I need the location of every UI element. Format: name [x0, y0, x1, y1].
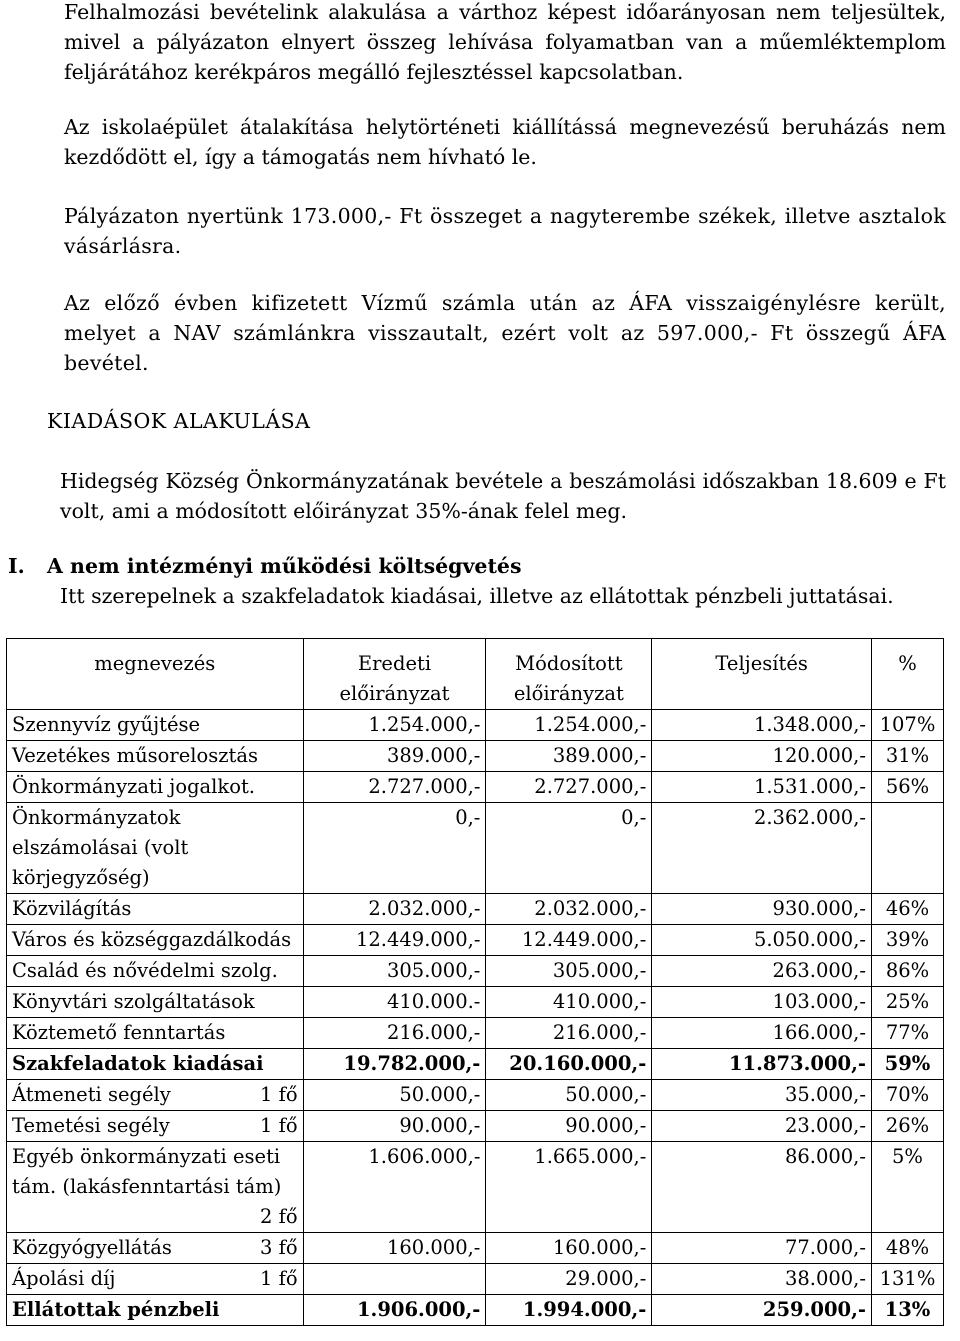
cell-eredeti: 1.254.000,-: [303, 710, 486, 741]
header-percent: %: [871, 639, 943, 710]
cell-modositott: 160.000,-: [486, 1233, 652, 1264]
cell-teljesites: 1.531.000,-: [652, 772, 872, 803]
table-row: [7, 710, 944, 741]
row-label: Ellátottak pénzbeli: [12, 1298, 220, 1321]
cell-name: [7, 710, 304, 741]
row-label: Önkormányzatok elszámolásai (volt körjegyzőség): [12, 806, 189, 889]
header-eredeti: Eredeti előirányzat: [303, 639, 486, 710]
paragraph-afa: Az előző évben kifizetett Vízmű számla után az ÁFA visszaigénylésre került, melyet a NAV számlánkra visszautalt, ezért volt az 597.000,- Ft összegű ÁFA bevétel.: [64, 291, 946, 375]
row-person-count: 1 fő: [260, 1083, 298, 1106]
cell-modositott: 216.000,-: [486, 1018, 652, 1049]
cell-teljesites: 259.000,-: [652, 1295, 872, 1326]
expenditure-table: [6, 638, 944, 1326]
row-label: Köztemető fenntartás: [12, 1021, 226, 1044]
cell-modositott: 2.727.000,-: [486, 772, 652, 803]
row-label: Város és községgazdálkodás: [12, 928, 292, 951]
cell-percent: 31%: [871, 741, 943, 772]
paragraph-felhalmozasi: Felhalmozási bevételink alakulása a várthoz képest időarányosan nem teljesültek, mivel a pályázaton elnyert összeg lehívása folyamatban van a műemléktemplom feljárátához kerékpáros megálló fejlesztéssel kapcsolatban.: [64, 0, 946, 84]
table-row: [7, 1142, 944, 1233]
cell-teljesites: 2.362.000,-: [652, 803, 872, 894]
cell-percent: [871, 803, 943, 894]
row-person-count: 1 fő: [260, 1267, 298, 1290]
cell-modositott: 50.000,-: [486, 1080, 652, 1111]
cell-percent: 77%: [871, 1018, 943, 1049]
section-number: I.: [8, 554, 25, 578]
table-row: [7, 1111, 944, 1142]
table-row: [7, 1049, 944, 1080]
cell-percent: 5%: [871, 1142, 943, 1233]
table-row: [7, 803, 944, 894]
row-person-count: 1 fő: [260, 1114, 298, 1137]
cell-eredeti: 389.000,-: [303, 741, 486, 772]
header-modositott: Módosított előirányzat: [486, 639, 652, 710]
cell-eredeti: 160.000,-: [303, 1233, 486, 1264]
cell-name: [7, 772, 304, 803]
section-heading-kiadasok: KIADÁSOK ALAKULÁSA: [47, 409, 311, 433]
table-row: [7, 925, 944, 956]
section-description: Itt szerepelnek a szakfeladatok kiadásai, illetve az ellátottak pénzbeli juttatásai.: [60, 584, 894, 608]
table-row: [7, 1295, 944, 1326]
row-label: Közvilágítás: [12, 897, 132, 920]
cell-name: [7, 925, 304, 956]
cell-percent: 13%: [871, 1295, 943, 1326]
cell-name: [7, 1080, 304, 1111]
cell-eredeti: 2.032.000,-: [303, 894, 486, 925]
table-row: [7, 894, 944, 925]
header-megnevezes: megnevezés: [7, 639, 304, 710]
cell-percent: 131%: [871, 1264, 943, 1295]
cell-eredeti: [303, 1264, 486, 1295]
cell-name: [7, 1233, 304, 1264]
cell-teljesites: 166.000,-: [652, 1018, 872, 1049]
cell-teljesites: 35.000,-: [652, 1080, 872, 1111]
cell-eredeti: 12.449.000,-: [303, 925, 486, 956]
table-row: [7, 1233, 944, 1264]
row-label: Szakfeladatok kiadásai: [12, 1052, 264, 1075]
cell-teljesites: 23.000,-: [652, 1111, 872, 1142]
cell-name: [7, 1142, 304, 1233]
cell-teljesites: 86.000,-: [652, 1142, 872, 1233]
cell-teljesites: 11.873.000,-: [652, 1049, 872, 1080]
cell-eredeti: 216.000,-: [303, 1018, 486, 1049]
table-row: [7, 1080, 944, 1111]
cell-eredeti: 2.727.000,-: [303, 772, 486, 803]
cell-teljesites: 38.000,-: [652, 1264, 872, 1295]
table-row: [7, 956, 944, 987]
cell-percent: 59%: [871, 1049, 943, 1080]
table-row: [7, 1264, 944, 1295]
cell-name: [7, 1018, 304, 1049]
cell-modositott: 410.000,-: [486, 987, 652, 1018]
table-row: [7, 741, 944, 772]
cell-teljesites: 930.000,-: [652, 894, 872, 925]
row-label: Közgyógyellátás: [12, 1236, 172, 1259]
cell-modositott: 1.665.000,-: [486, 1142, 652, 1233]
row-person-count: 2 fő: [260, 1205, 298, 1228]
table-row: [7, 987, 944, 1018]
cell-name: [7, 1111, 304, 1142]
section-title: A nem intézményi működési költségvetés: [47, 554, 522, 578]
cell-eredeti: 305.000,-: [303, 956, 486, 987]
row-person-count: 3 fő: [260, 1236, 298, 1259]
row-label: Egyéb önkormányzati eseti tám. (lakásfenntartási tám): [12, 1145, 282, 1198]
cell-percent: 46%: [871, 894, 943, 925]
cell-eredeti: 50.000,-: [303, 1080, 486, 1111]
cell-name: [7, 894, 304, 925]
table-row: [7, 772, 944, 803]
cell-name: [7, 803, 304, 894]
cell-name: [7, 1049, 304, 1080]
cell-eredeti: 1.906.000,-: [303, 1295, 486, 1326]
cell-modositott: 1.994.000,-: [486, 1295, 652, 1326]
cell-percent: 25%: [871, 987, 943, 1018]
cell-percent: 56%: [871, 772, 943, 803]
header-teljesites: Teljesítés: [652, 639, 872, 710]
cell-name: [7, 741, 304, 772]
cell-percent: 48%: [871, 1233, 943, 1264]
cell-percent: 70%: [871, 1080, 943, 1111]
cell-percent: 39%: [871, 925, 943, 956]
cell-modositott: 90.000,-: [486, 1111, 652, 1142]
row-label: Könyvtári szolgáltatások: [12, 990, 255, 1013]
cell-percent: 86%: [871, 956, 943, 987]
cell-modositott: 389.000,-: [486, 741, 652, 772]
cell-percent: 107%: [871, 710, 943, 741]
table-row: [7, 1018, 944, 1049]
paragraph-palyazat: Pályázaton nyertünk 173.000,- Ft összeget a nagyterembe székek, illetve asztalok vásárlásra.: [64, 204, 946, 258]
cell-eredeti: 410.000.-: [303, 987, 486, 1018]
cell-modositott: 305.000,-: [486, 956, 652, 987]
cell-teljesites: 1.348.000,-: [652, 710, 872, 741]
cell-eredeti: 90.000,-: [303, 1111, 486, 1142]
cell-modositott: 29.000,-: [486, 1264, 652, 1295]
intro-paragraph: Hidegség Község Önkormányzatának bevétele a beszámolási időszakban 18.609 e Ft volt, ami a módosított előirányzat 35%-ának felel meg.: [60, 469, 946, 523]
cell-teljesites: 5.050.000,-: [652, 925, 872, 956]
cell-name: [7, 1295, 304, 1326]
cell-name: [7, 956, 304, 987]
cell-name: [7, 987, 304, 1018]
table-header-row: [7, 639, 944, 710]
cell-modositott: 2.032.000,-: [486, 894, 652, 925]
cell-teljesites: 263.000,-: [652, 956, 872, 987]
row-label: Család és nővédelmi szolg.: [12, 959, 278, 982]
row-label: Átmeneti segély: [12, 1083, 171, 1106]
cell-teljesites: 103.000,-: [652, 987, 872, 1018]
row-label: Ápolási díj: [12, 1267, 116, 1290]
cell-percent: 26%: [871, 1111, 943, 1142]
cell-eredeti: 1.606.000,-: [303, 1142, 486, 1233]
cell-modositott: 0,-: [486, 803, 652, 894]
row-label: Szennyvíz gyűjtése: [12, 713, 201, 736]
cell-modositott: 20.160.000,-: [486, 1049, 652, 1080]
cell-name: [7, 1264, 304, 1295]
cell-eredeti: 19.782.000,-: [303, 1049, 486, 1080]
row-label: Vezetékes műsorelosztás: [12, 744, 258, 767]
paragraph-iskolaepulet: Az iskolaépület átalakítása helytörténeti kiállítássá megnevezésű beruházás nem kezdődött el, így a támogatás nem hívható le.: [64, 115, 946, 169]
cell-teljesites: 77.000,-: [652, 1233, 872, 1264]
row-label: Temetési segély: [12, 1114, 170, 1137]
cell-eredeti: 0,-: [303, 803, 486, 894]
cell-modositott: 12.449.000,-: [486, 925, 652, 956]
cell-modositott: 1.254.000,-: [486, 710, 652, 741]
row-label: Önkormányzati jogalkot.: [12, 775, 256, 798]
cell-teljesites: 120.000,-: [652, 741, 872, 772]
